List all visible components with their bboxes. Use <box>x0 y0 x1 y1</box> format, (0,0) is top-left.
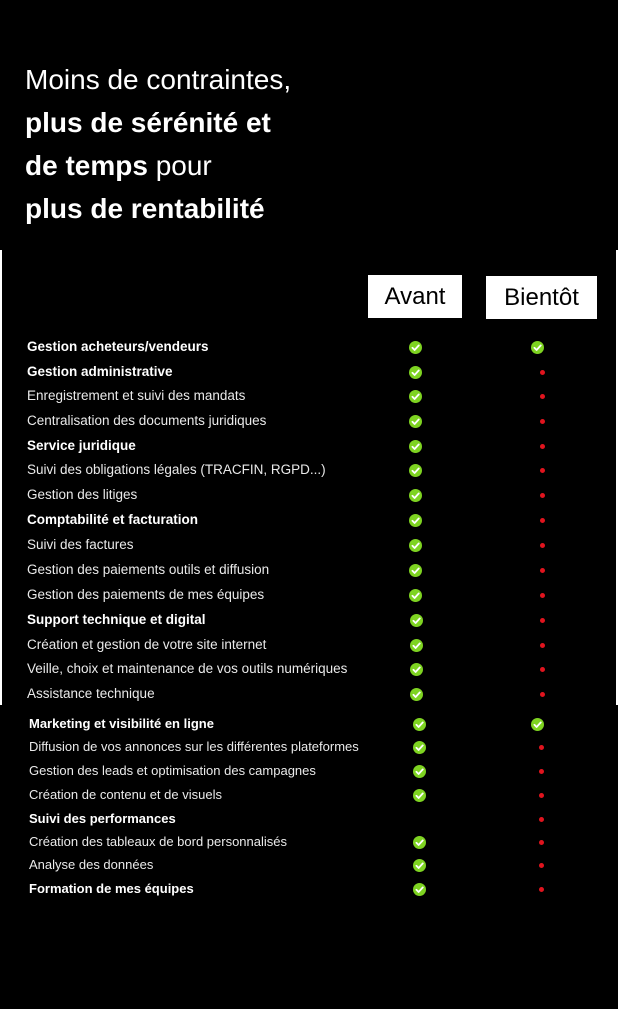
headline-line-2-bold: plus de sérénité et <box>25 107 271 138</box>
avant-check-icon <box>409 341 422 354</box>
avant-check-icon <box>413 789 426 802</box>
feature-label: Gestion des paiements de mes équipes <box>27 587 265 602</box>
bientot-red-dot-icon <box>539 745 544 750</box>
column-header-avant: Avant <box>368 275 462 318</box>
feature-label: Diffusion de vos annonces sur les différentes plateformes <box>29 739 359 754</box>
table-row <box>0 584 618 608</box>
bientot-red-dot-icon <box>539 817 544 822</box>
feature-label: Centralisation des documents juridiques <box>27 413 267 428</box>
feature-label: Création et gestion de votre site internet <box>27 637 267 652</box>
headline-line-4 <box>25 187 585 230</box>
feature-label: Analyse des données <box>29 857 154 872</box>
table-row <box>0 808 618 832</box>
section-label: Gestion acheteurs/vendeurs <box>27 339 209 354</box>
bientot-red-dot-icon <box>540 692 545 697</box>
bientot-red-dot-icon <box>540 394 545 399</box>
bientot-check-icon <box>531 718 544 731</box>
table-row <box>0 410 618 434</box>
bientot-red-dot-icon <box>539 793 544 798</box>
bientot-red-dot-icon <box>540 370 545 375</box>
table-row <box>0 435 618 459</box>
table-row <box>0 634 618 658</box>
section-label: Comptabilité et facturation <box>27 512 199 527</box>
section-label: Formation de mes équipes <box>29 881 194 896</box>
avant-check-icon <box>409 564 422 577</box>
table-row <box>0 385 618 409</box>
avant-check-icon <box>413 859 426 872</box>
bientot-red-dot-icon <box>540 568 545 573</box>
table-row <box>0 361 618 385</box>
feature-label: Gestion des leads et optimisation des campagnes <box>29 763 316 778</box>
section-label: Service juridique <box>27 438 136 453</box>
avant-check-icon <box>410 639 423 652</box>
headline-line-2 <box>25 101 585 144</box>
avant-check-icon <box>409 390 422 403</box>
avant-check-icon <box>413 765 426 778</box>
table-row <box>0 609 618 633</box>
table-row <box>0 760 618 784</box>
section-label: Support technique et digital <box>27 612 206 627</box>
avant-check-icon <box>409 539 422 552</box>
bientot-red-dot-icon <box>539 887 544 892</box>
table-row <box>0 831 618 855</box>
table-row <box>0 534 618 558</box>
avant-check-icon <box>410 614 423 627</box>
table-row <box>0 878 618 902</box>
table-row <box>0 683 618 707</box>
bientot-red-dot-icon <box>540 493 545 498</box>
feature-label: Assistance technique <box>27 686 155 701</box>
bientot-red-dot-icon <box>540 468 545 473</box>
avant-check-icon <box>409 489 422 502</box>
headline-line-1: Moins de contraintes, <box>25 64 292 95</box>
table-row <box>0 854 618 878</box>
bientot-red-dot-icon <box>540 618 545 623</box>
table-row <box>0 713 618 737</box>
feature-label: Création des tableaux de bord personnalisés <box>29 834 288 849</box>
table-row <box>0 559 618 583</box>
bientot-red-dot-icon <box>540 593 545 598</box>
bientot-red-dot-icon <box>539 840 544 845</box>
avant-check-icon <box>409 366 422 379</box>
bientot-red-dot-icon <box>539 769 544 774</box>
feature-label: Gestion des litiges <box>27 487 138 502</box>
avant-check-icon <box>409 440 422 453</box>
bientot-red-dot-icon <box>540 419 545 424</box>
avant-check-icon <box>409 589 422 602</box>
section-label: Gestion administrative <box>27 364 173 379</box>
feature-label: Création de contenu et de visuels <box>29 787 222 802</box>
feature-label: Suivi des factures <box>27 537 134 552</box>
bientot-red-dot-icon <box>540 543 545 548</box>
avant-check-icon <box>410 688 423 701</box>
table-row <box>0 459 618 483</box>
feature-label: Suivi des obligations légales (TRACFIN, RGPD...) <box>27 462 326 477</box>
headline-line-3-bold: de temps <box>25 150 148 181</box>
table-row <box>0 784 618 808</box>
feature-label: Veille, choix et maintenance de vos outils numériques <box>27 661 348 676</box>
table-row <box>0 658 618 682</box>
table-row <box>0 336 618 360</box>
table-row <box>0 509 618 533</box>
headline <box>25 58 585 230</box>
avant-check-icon <box>410 663 423 676</box>
avant-check-icon <box>409 514 422 527</box>
avant-check-icon <box>409 464 422 477</box>
avant-check-icon <box>413 741 426 754</box>
avant-check-icon <box>413 836 426 849</box>
bientot-red-dot-icon <box>540 667 545 672</box>
headline-line-3-normal: pour <box>147 150 212 181</box>
table-row <box>0 736 618 760</box>
bientot-red-dot-icon <box>540 444 545 449</box>
bientot-red-dot-icon <box>539 863 544 868</box>
section-label: Marketing et visibilité en ligne <box>29 716 214 731</box>
headline-line-4-bold: plus de rentabilité <box>25 193 265 224</box>
avant-check-icon <box>409 415 422 428</box>
feature-label: Gestion des paiements outils et diffusion <box>27 562 270 577</box>
bientot-red-dot-icon <box>540 643 545 648</box>
feature-label: Enregistrement et suivi des mandats <box>27 388 246 403</box>
table-row <box>0 484 618 508</box>
bientot-check-icon <box>531 341 544 354</box>
column-header-bientot: Bientôt <box>486 276 597 319</box>
avant-check-icon <box>413 718 426 731</box>
headline-line-3 <box>25 144 585 187</box>
bientot-red-dot-icon <box>540 518 545 523</box>
avant-check-icon <box>413 883 426 896</box>
section-label: Suivi des performances <box>29 811 176 826</box>
